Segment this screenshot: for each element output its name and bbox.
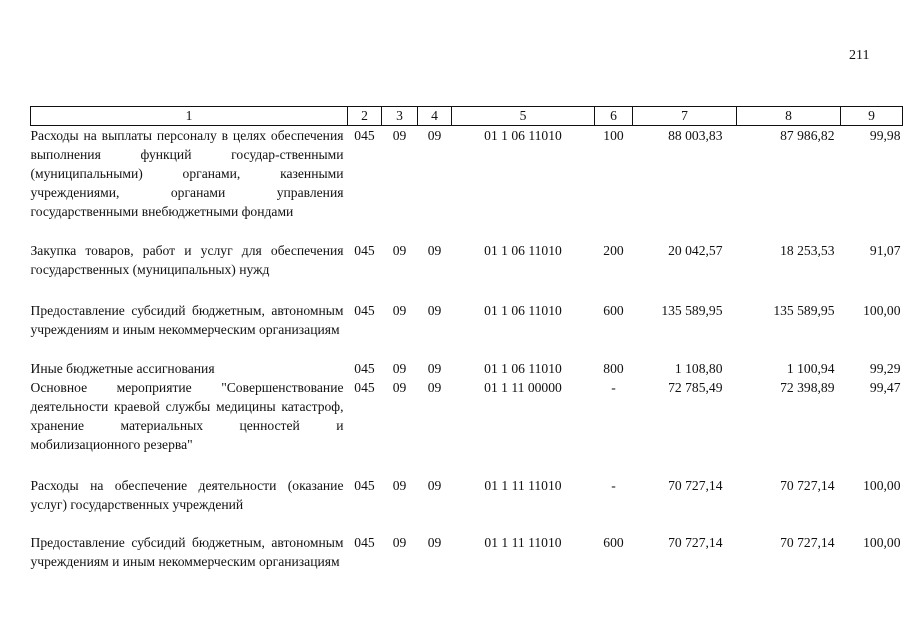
cell-target-code: 01 1 06 11010 [484, 128, 562, 143]
cell-target-code: 01 1 06 11010 [484, 242, 562, 258]
cell-planned: 88 003,83 [668, 128, 723, 143]
table-header-row [31, 107, 903, 126]
table-row [31, 126, 903, 241]
cell-section: 09 [392, 302, 407, 318]
column-header: 2 [348, 107, 382, 126]
cell-expense-type: 600 [603, 302, 624, 318]
row-name: Предоставление субсидий бюджетным, автономным учреждениям и иным некоммерческим организациям [30, 302, 344, 337]
cell-percent: 100,00 [863, 477, 901, 493]
column-header: 3 [382, 107, 418, 126]
cell-section: 09 [392, 360, 407, 376]
cell-subsection: 09 [427, 379, 442, 395]
cell-section: 09 [392, 477, 407, 493]
cell-expense-type: 100 [603, 128, 624, 143]
cell-ministry: 045 [354, 128, 375, 143]
cell-planned: 135 589,95 [661, 302, 723, 318]
cell-ministry: 045 [354, 302, 375, 318]
table-row [31, 241, 903, 301]
row-name: Предоставление субсидий бюджетным, автономным учреждениям и иным некоммерческим организациям [30, 534, 344, 569]
budget-table [30, 106, 903, 593]
cell-executed: 135 589,95 [773, 302, 835, 318]
cell-executed: 18 253,53 [780, 242, 835, 258]
table-row [31, 476, 903, 533]
table-row [31, 533, 903, 593]
column-header: 6 [595, 107, 633, 126]
table-row [31, 378, 903, 476]
cell-percent: 100,00 [863, 534, 901, 550]
cell-expense-type: - [611, 379, 616, 395]
cell-planned: 20 042,57 [668, 242, 723, 258]
cell-section: 09 [392, 128, 407, 143]
table-row [31, 359, 903, 378]
cell-section: 09 [392, 242, 407, 258]
cell-target-code: 01 1 06 11010 [484, 302, 562, 318]
cell-target-code: 01 1 11 00000 [484, 379, 562, 395]
row-name: Расходы на обеспечение деятельности (оказание услуг) государственных учреждений [30, 477, 344, 512]
cell-expense-type: - [611, 477, 616, 493]
cell-planned: 70 727,14 [668, 477, 723, 493]
cell-ministry: 045 [354, 242, 375, 258]
column-header: 8 [737, 107, 841, 126]
row-name: Иные бюджетные ассигнования [30, 360, 215, 376]
cell-percent: 99,47 [869, 379, 901, 395]
cell-subsection: 09 [427, 242, 442, 258]
cell-ministry: 045 [354, 477, 375, 493]
cell-percent: 91,07 [869, 242, 901, 258]
column-header: 7 [633, 107, 737, 126]
cell-executed: 70 727,14 [780, 477, 835, 493]
cell-ministry: 045 [354, 360, 375, 376]
cell-executed: 1 100,94 [786, 360, 835, 376]
cell-planned: 1 108,80 [674, 360, 723, 376]
cell-percent: 99,29 [869, 360, 901, 376]
cell-ministry: 045 [354, 379, 375, 395]
column-header: 4 [418, 107, 452, 126]
row-name: Основное мероприятие "Совершенствование деятельности краевой службы медицины катастроф, хранение материальных ценностей и мобилизационного резерва" [30, 379, 344, 452]
cell-executed: 70 727,14 [780, 534, 835, 550]
row-name: Закупка товаров, работ и услуг для обеспечения государственных (муниципальных) нужд [30, 242, 344, 277]
page-number: 211 [849, 48, 870, 63]
cell-subsection: 09 [427, 302, 442, 318]
cell-percent: 99,98 [869, 128, 901, 143]
column-header: 1 [31, 107, 348, 126]
table-row [31, 301, 903, 359]
cell-target-code: 01 1 06 11010 [484, 360, 562, 376]
cell-subsection: 09 [427, 534, 442, 550]
column-header: 9 [841, 107, 903, 126]
cell-ministry: 045 [354, 534, 375, 550]
cell-target-code: 01 1 11 11010 [484, 534, 562, 550]
cell-planned: 70 727,14 [668, 534, 723, 550]
cell-planned: 72 785,49 [668, 379, 723, 395]
cell-subsection: 09 [427, 477, 442, 493]
cell-expense-type: 800 [603, 360, 624, 376]
cell-target-code: 01 1 11 11010 [484, 477, 562, 493]
row-name: Расходы на выплаты персоналу в целях обеспечения выполнения функций государ-ственными (муниципальными) органами, казенными учреждениями, органами управления государственными внебюджетными фондами [30, 128, 344, 219]
cell-percent: 100,00 [863, 302, 901, 318]
column-header: 5 [452, 107, 595, 126]
cell-section: 09 [392, 379, 407, 395]
cell-expense-type: 200 [603, 242, 624, 258]
cell-section: 09 [392, 534, 407, 550]
cell-executed: 72 398,89 [780, 379, 835, 395]
cell-expense-type: 600 [603, 534, 624, 550]
cell-executed: 87 986,82 [780, 128, 835, 143]
cell-subsection: 09 [427, 128, 442, 143]
cell-subsection: 09 [427, 360, 442, 376]
